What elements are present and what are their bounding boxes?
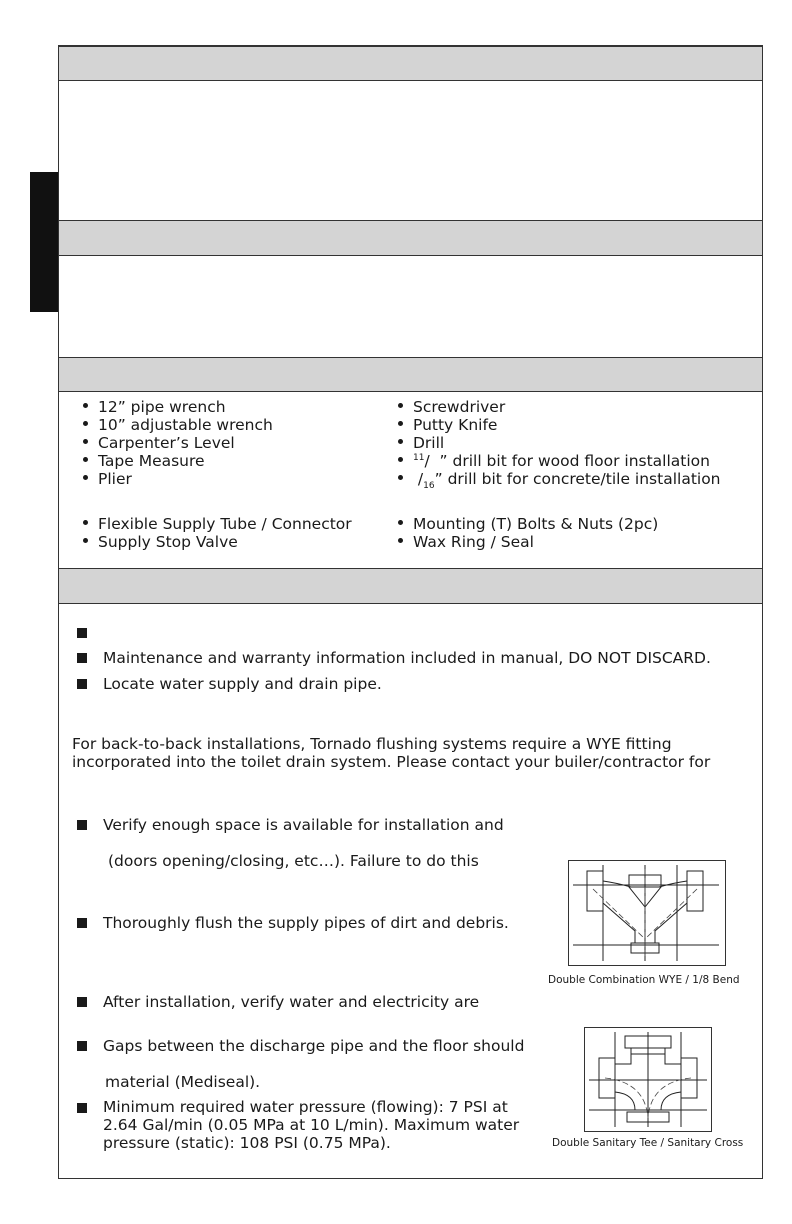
list-item: 12” pipe wrench [83, 400, 226, 416]
list-item: Flexible Supply Tube / Connector [83, 517, 352, 533]
list-item: Plier [83, 472, 132, 488]
wye-fitting-figure [568, 860, 726, 966]
section-header-bar-1 [59, 46, 762, 81]
square-bullet-icon [77, 628, 87, 638]
section-header-bar-tools [59, 357, 762, 392]
note-flush: Thoroughly flush the supply pipes of dirt and debris. [103, 914, 509, 932]
list-item: Wax Ring / Seal [398, 535, 534, 551]
square-bullet-icon [77, 1041, 87, 1051]
section-header-bar-2 [59, 220, 762, 256]
square-bullet-icon [77, 679, 87, 689]
square-bullet-icon [77, 653, 87, 663]
square-bullet-icon [77, 820, 87, 830]
note-space: Verify enough space is available for installation and [103, 816, 504, 834]
note-gaps: Gaps between the discharge pipe and the floor should [103, 1037, 525, 1055]
note-material: material (Mediseal). [105, 1073, 261, 1091]
list-item: Mounting (T) Bolts & Nuts (2pc) [398, 517, 658, 533]
list-item: Carpenter’s Level [83, 436, 235, 452]
note-pressure-2: 2.64 Gal/min (0.05 MPa at 10 L/min). Maximum water [103, 1116, 520, 1134]
square-bullet-icon [77, 997, 87, 1007]
list-item: Screwdriver [398, 400, 505, 416]
list-item: Drill [398, 436, 444, 452]
sanitary-tee-icon [585, 1028, 711, 1131]
wye-fitting-icon [569, 861, 725, 965]
list-item: Tape Measure [83, 454, 205, 470]
section-side-tab [30, 172, 58, 312]
wye-figure-caption: Double Combination WYE / 1/8 Bend [548, 974, 740, 986]
tee-figure-caption: Double Sanitary Tee / Sanitary Cross [552, 1137, 744, 1149]
note-after: After installation, verify water and electricity are [103, 993, 480, 1011]
list-item: Putty Knife [398, 418, 497, 434]
note-locate: Locate water supply and drain pipe. [103, 675, 382, 693]
note-warranty: Maintenance and warranty information included in manual, DO NOT DISCARD. [103, 649, 711, 667]
note-pressure-1: Minimum required water pressure (flowing): 7 PSI at [103, 1098, 508, 1116]
note-wye-line1: For back-to-back installations, Tornado flushing systems require a WYE fitting [72, 735, 672, 753]
list-item: Supply Stop Valve [83, 535, 238, 551]
square-bullet-icon [77, 1103, 87, 1113]
square-bullet-icon [77, 918, 87, 928]
note-space-cont: (doors opening/closing, etc…). Failure to do this [108, 852, 479, 870]
list-item: $/_{16}$” drill bit for concrete/tile installation [398, 472, 721, 491]
note-pressure-3: pressure (static): 108 PSI (0.75 MPa). [103, 1134, 391, 1152]
list-item: 10” adjustable wrench [83, 418, 273, 434]
note-wye-line2: incorporated into the toilet drain system. Please contact your builer/contractor for [72, 753, 711, 771]
list-item: $^{11}$/ ” drill bit for wood floor installation [398, 454, 710, 470]
section-header-bar-notes [59, 568, 762, 604]
sanitary-tee-figure [584, 1027, 712, 1132]
